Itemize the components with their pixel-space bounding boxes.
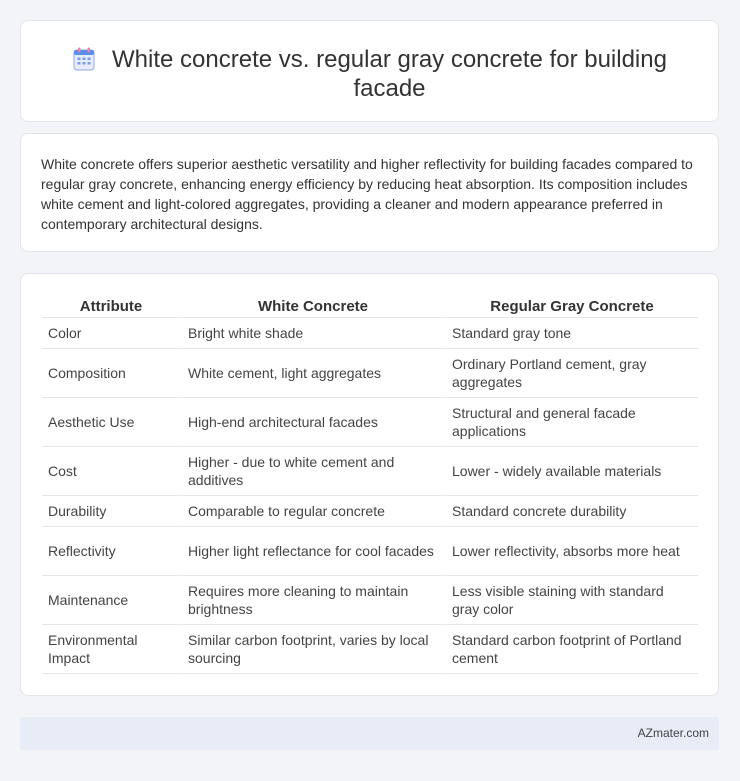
table-cell: White cement, light aggregates: [182, 349, 446, 398]
table-cell: Ordinary Portland cement, gray aggregates: [446, 349, 698, 398]
footer-brand-link[interactable]: AZmater.com: [637, 726, 709, 740]
table-cell: Higher light reflectance for cool facades: [182, 527, 446, 576]
table-cell: Lower reflectivity, absorbs more heat: [446, 527, 698, 576]
table-cell: Composition: [42, 349, 182, 398]
table-cell: Standard gray tone: [446, 318, 698, 349]
intro-paragraph: White concrete offers superior aesthetic versatility and higher reflectivity for building facades compared to regular gray concrete, enhancing energy efficiency by reducing heat absorption. Its composition includes white cement and light-colored aggregates, providing a cleaner and modern appearance preferred in contemporary architectural designs.: [41, 156, 693, 232]
table-row: [42, 318, 698, 349]
table-row: [42, 349, 698, 398]
table-cell: Requires more cleaning to maintain brightness: [182, 576, 446, 625]
table-cell: Standard concrete durability: [446, 496, 698, 527]
table-row: [42, 625, 698, 674]
table-cell: Comparable to regular concrete: [182, 496, 446, 527]
table-cell: Similar carbon footprint, varies by local sourcing: [182, 625, 446, 674]
table-cell: Structural and general facade applications: [446, 398, 698, 447]
table-row: [42, 496, 698, 527]
table-cell: Maintenance: [42, 576, 182, 625]
table-cell: High-end architectural facades: [182, 398, 446, 447]
title-card: [20, 20, 719, 122]
table-header-row: [42, 294, 698, 318]
table-cell: Lower - widely available materials: [446, 447, 698, 496]
comparison-table-card: [20, 273, 719, 696]
table-cell: Durability: [42, 496, 182, 527]
table-cell: Aesthetic Use: [42, 398, 182, 447]
table-cell: Less visible staining with standard gray color: [446, 576, 698, 625]
table-cell: Higher - due to white cement and additives: [182, 447, 446, 496]
table-row: [42, 398, 698, 447]
intro-card: [20, 133, 719, 252]
column-header: Attribute: [42, 294, 182, 318]
footer-bar: [20, 717, 719, 750]
table-row: [42, 527, 698, 576]
table-cell: Standard carbon footprint of Portland cement: [446, 625, 698, 674]
comparison-table: [42, 294, 698, 674]
table-cell: Cost: [42, 447, 182, 496]
table-cell: Environmental Impact: [42, 625, 182, 674]
column-header: Regular Gray Concrete: [446, 294, 698, 318]
table-row: [42, 447, 698, 496]
table-cell: Reflectivity: [42, 527, 182, 576]
table-cell: Bright white shade: [182, 318, 446, 349]
column-header: White Concrete: [182, 294, 446, 318]
page-title: White concrete vs. regular gray concrete for building facade: [112, 46, 667, 102]
table-cell: Color: [42, 318, 182, 349]
table-row: [42, 576, 698, 625]
